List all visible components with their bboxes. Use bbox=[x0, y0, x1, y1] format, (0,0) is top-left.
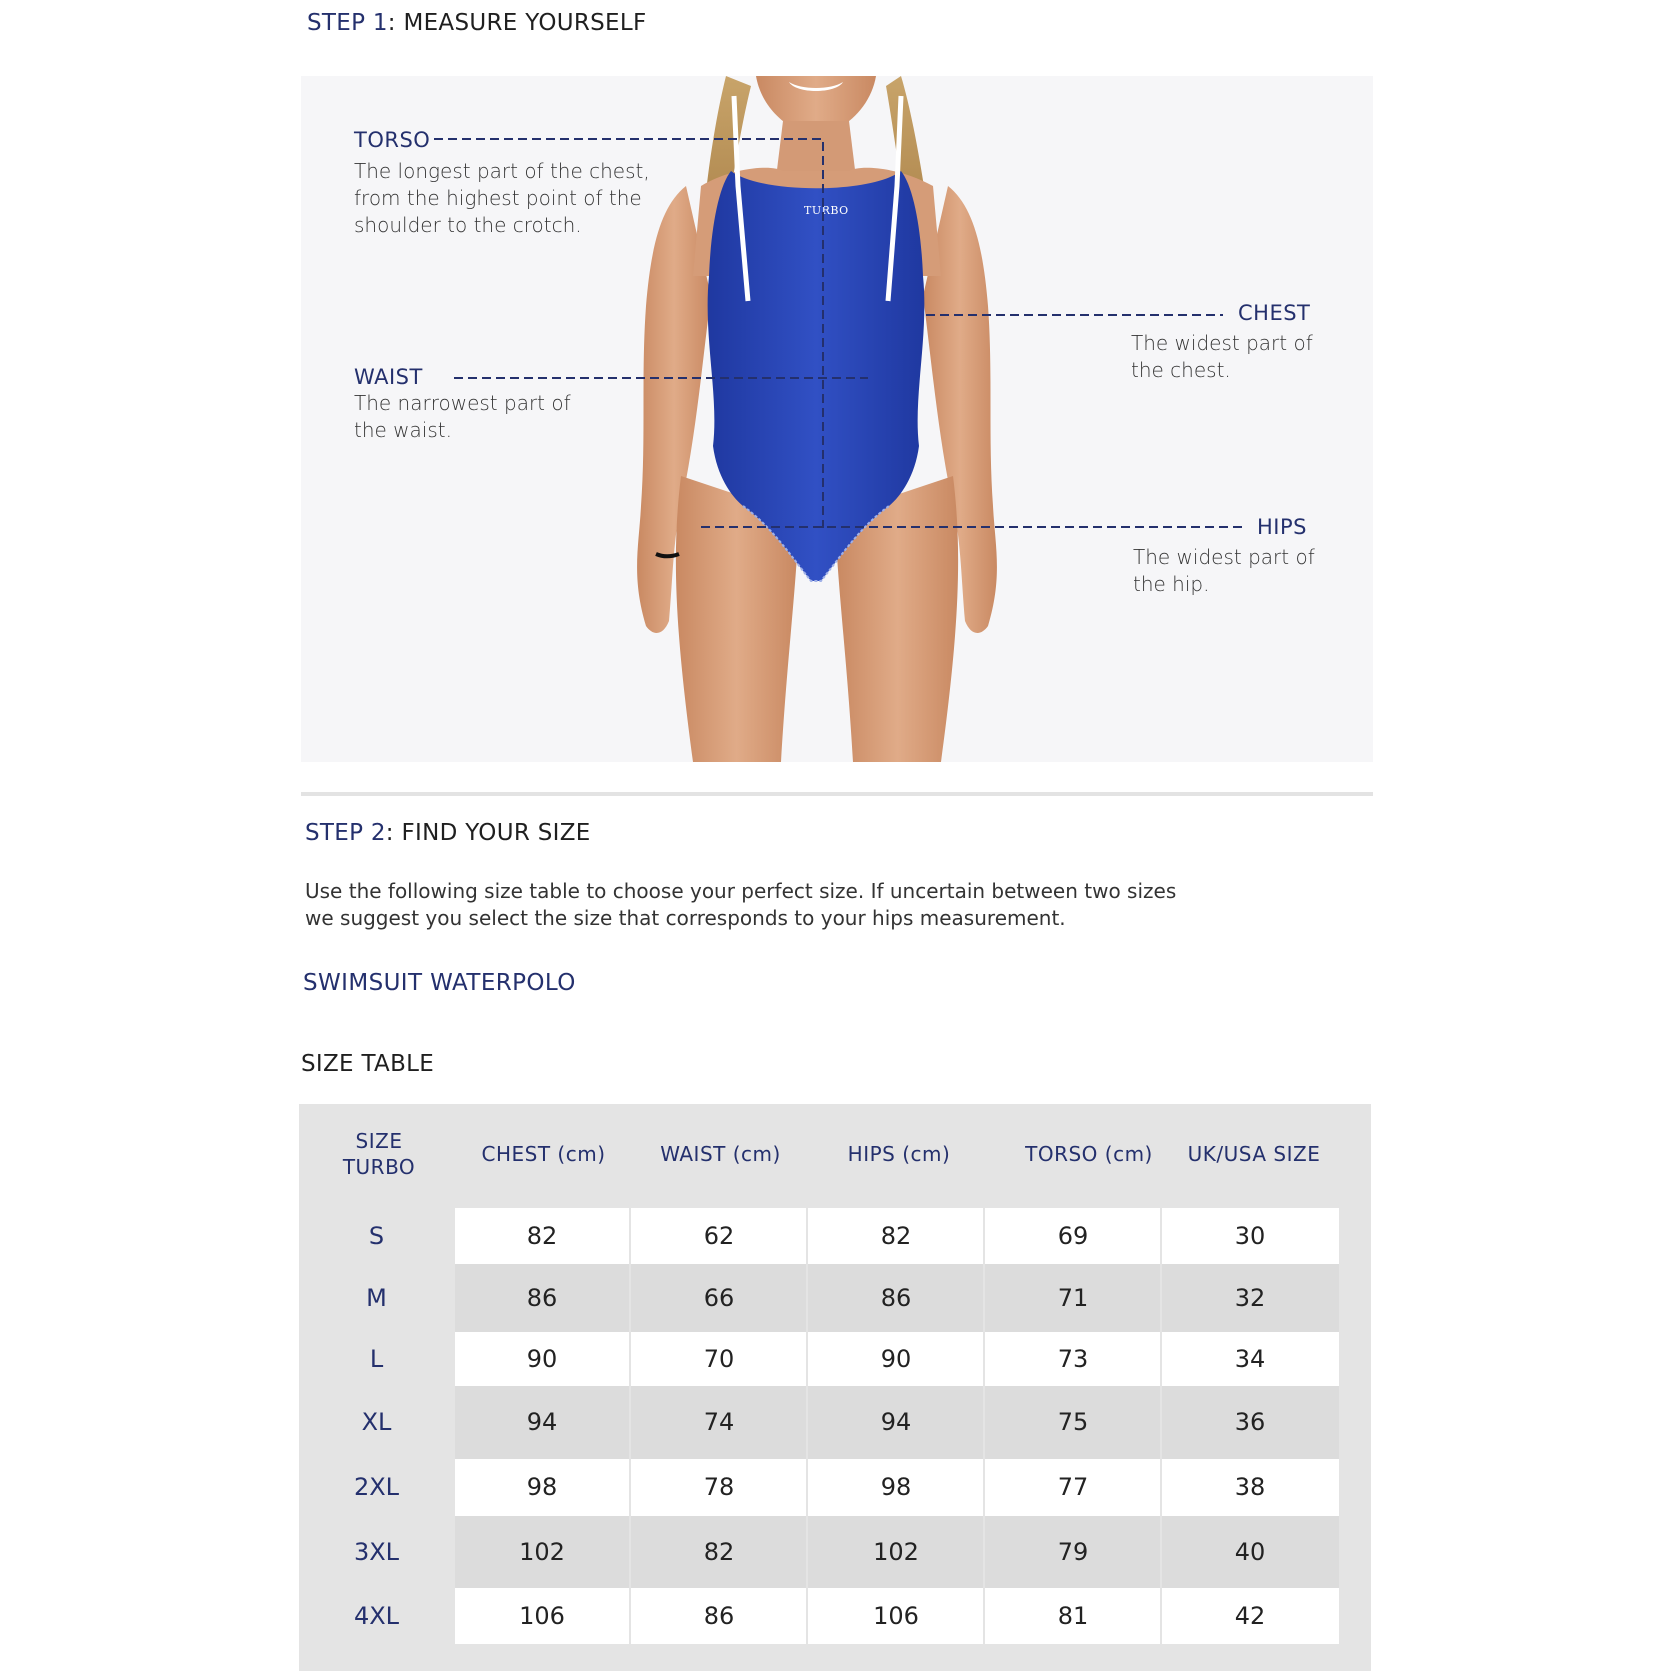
hips-description: The widest part of the hip. bbox=[1133, 545, 1315, 596]
header-size-turbo: SIZE TURBO bbox=[342, 1129, 416, 1179]
table-cell: 32 bbox=[1163, 1264, 1337, 1332]
step1-title-text: : MEASURE YOURSELF bbox=[387, 10, 647, 36]
table-cell: 36 bbox=[1163, 1386, 1337, 1459]
header-chest: CHEST (cm) bbox=[481, 1142, 606, 1166]
table-cell: 81 bbox=[986, 1588, 1162, 1644]
step2-title-text: : FIND YOUR SIZE bbox=[385, 820, 591, 846]
table-cell: 82 bbox=[632, 1516, 808, 1588]
section-divider bbox=[301, 792, 1373, 796]
product-title: SWIMSUIT WATERPOLO bbox=[303, 970, 576, 996]
turbo-logo: TURBO bbox=[804, 204, 849, 217]
table-cell: 30 bbox=[1163, 1208, 1337, 1264]
table-cell: 94 bbox=[809, 1386, 985, 1459]
table-cell: 62 bbox=[632, 1208, 808, 1264]
table-cell: 69 bbox=[986, 1208, 1162, 1264]
waist-label: WAIST bbox=[354, 365, 423, 389]
size-table bbox=[299, 1104, 1371, 1671]
size-label: 4XL bbox=[353, 1602, 400, 1630]
size-table-title: SIZE TABLE bbox=[301, 1051, 435, 1077]
table-cell: 73 bbox=[986, 1332, 1162, 1386]
table-cell: 90 bbox=[809, 1332, 985, 1386]
table-cell: 79 bbox=[986, 1516, 1162, 1588]
table-cell: 66 bbox=[632, 1264, 808, 1332]
header-uk-usa-size: UK/USA SIZE bbox=[1187, 1142, 1321, 1166]
table-cell: 86 bbox=[455, 1264, 631, 1332]
table-cell: 94 bbox=[455, 1386, 631, 1459]
table-cell: 40 bbox=[1163, 1516, 1337, 1588]
table-cell: 98 bbox=[809, 1459, 985, 1516]
table-cell: 34 bbox=[1163, 1332, 1337, 1386]
table-cell: 42 bbox=[1163, 1588, 1337, 1644]
table-cell: 82 bbox=[809, 1208, 985, 1264]
table-cell: 98 bbox=[455, 1459, 631, 1516]
step1-number: STEP 1 bbox=[307, 10, 388, 36]
size-label: XL bbox=[361, 1408, 392, 1436]
torso-label: TORSO bbox=[354, 128, 431, 152]
table-cell: 102 bbox=[455, 1516, 631, 1588]
header-torso: TORSO (cm) bbox=[1025, 1142, 1153, 1166]
table-cell: 38 bbox=[1163, 1459, 1337, 1516]
table-cell: 74 bbox=[632, 1386, 808, 1459]
table-cell: 71 bbox=[986, 1264, 1162, 1332]
header-hips: HIPS (cm) bbox=[847, 1142, 951, 1166]
hips-label: HIPS bbox=[1257, 515, 1307, 539]
table-cell: 102 bbox=[809, 1516, 985, 1588]
table-cell: 75 bbox=[986, 1386, 1162, 1459]
size-label: L bbox=[369, 1345, 384, 1373]
waist-description: The narrowest part of the waist. bbox=[354, 391, 571, 442]
table-cell: 90 bbox=[455, 1332, 631, 1386]
torso-description: The longest part of the chest, from the highest point of the shoulder to the crotch. bbox=[354, 159, 650, 237]
size-label: 2XL bbox=[353, 1473, 400, 1501]
step2-title bbox=[305, 820, 591, 846]
chest-label: CHEST bbox=[1238, 301, 1311, 325]
step2-number: STEP 2 bbox=[305, 820, 386, 846]
table-cell: 86 bbox=[809, 1264, 985, 1332]
step1-title bbox=[307, 10, 647, 36]
header-waist: WAIST (cm) bbox=[660, 1142, 781, 1166]
size-label: 3XL bbox=[353, 1538, 400, 1566]
table-cell: 70 bbox=[632, 1332, 808, 1386]
table-cell: 86 bbox=[632, 1588, 808, 1644]
size-label: M bbox=[366, 1284, 387, 1312]
table-cell: 78 bbox=[632, 1459, 808, 1516]
table-cell: 77 bbox=[986, 1459, 1162, 1516]
chest-description: The widest part of the chest. bbox=[1131, 331, 1313, 382]
table-cell: 106 bbox=[809, 1588, 985, 1644]
size-label: S bbox=[368, 1222, 385, 1250]
measurement-illustration bbox=[301, 76, 1373, 762]
table-cell: 82 bbox=[455, 1208, 631, 1264]
size-instructions: Use the following size table to choose your perfect size. If uncertain between two sizes we suggest you select the size that corresponds to your hips measurement. bbox=[305, 879, 1177, 930]
table-cell: 106 bbox=[455, 1588, 631, 1644]
